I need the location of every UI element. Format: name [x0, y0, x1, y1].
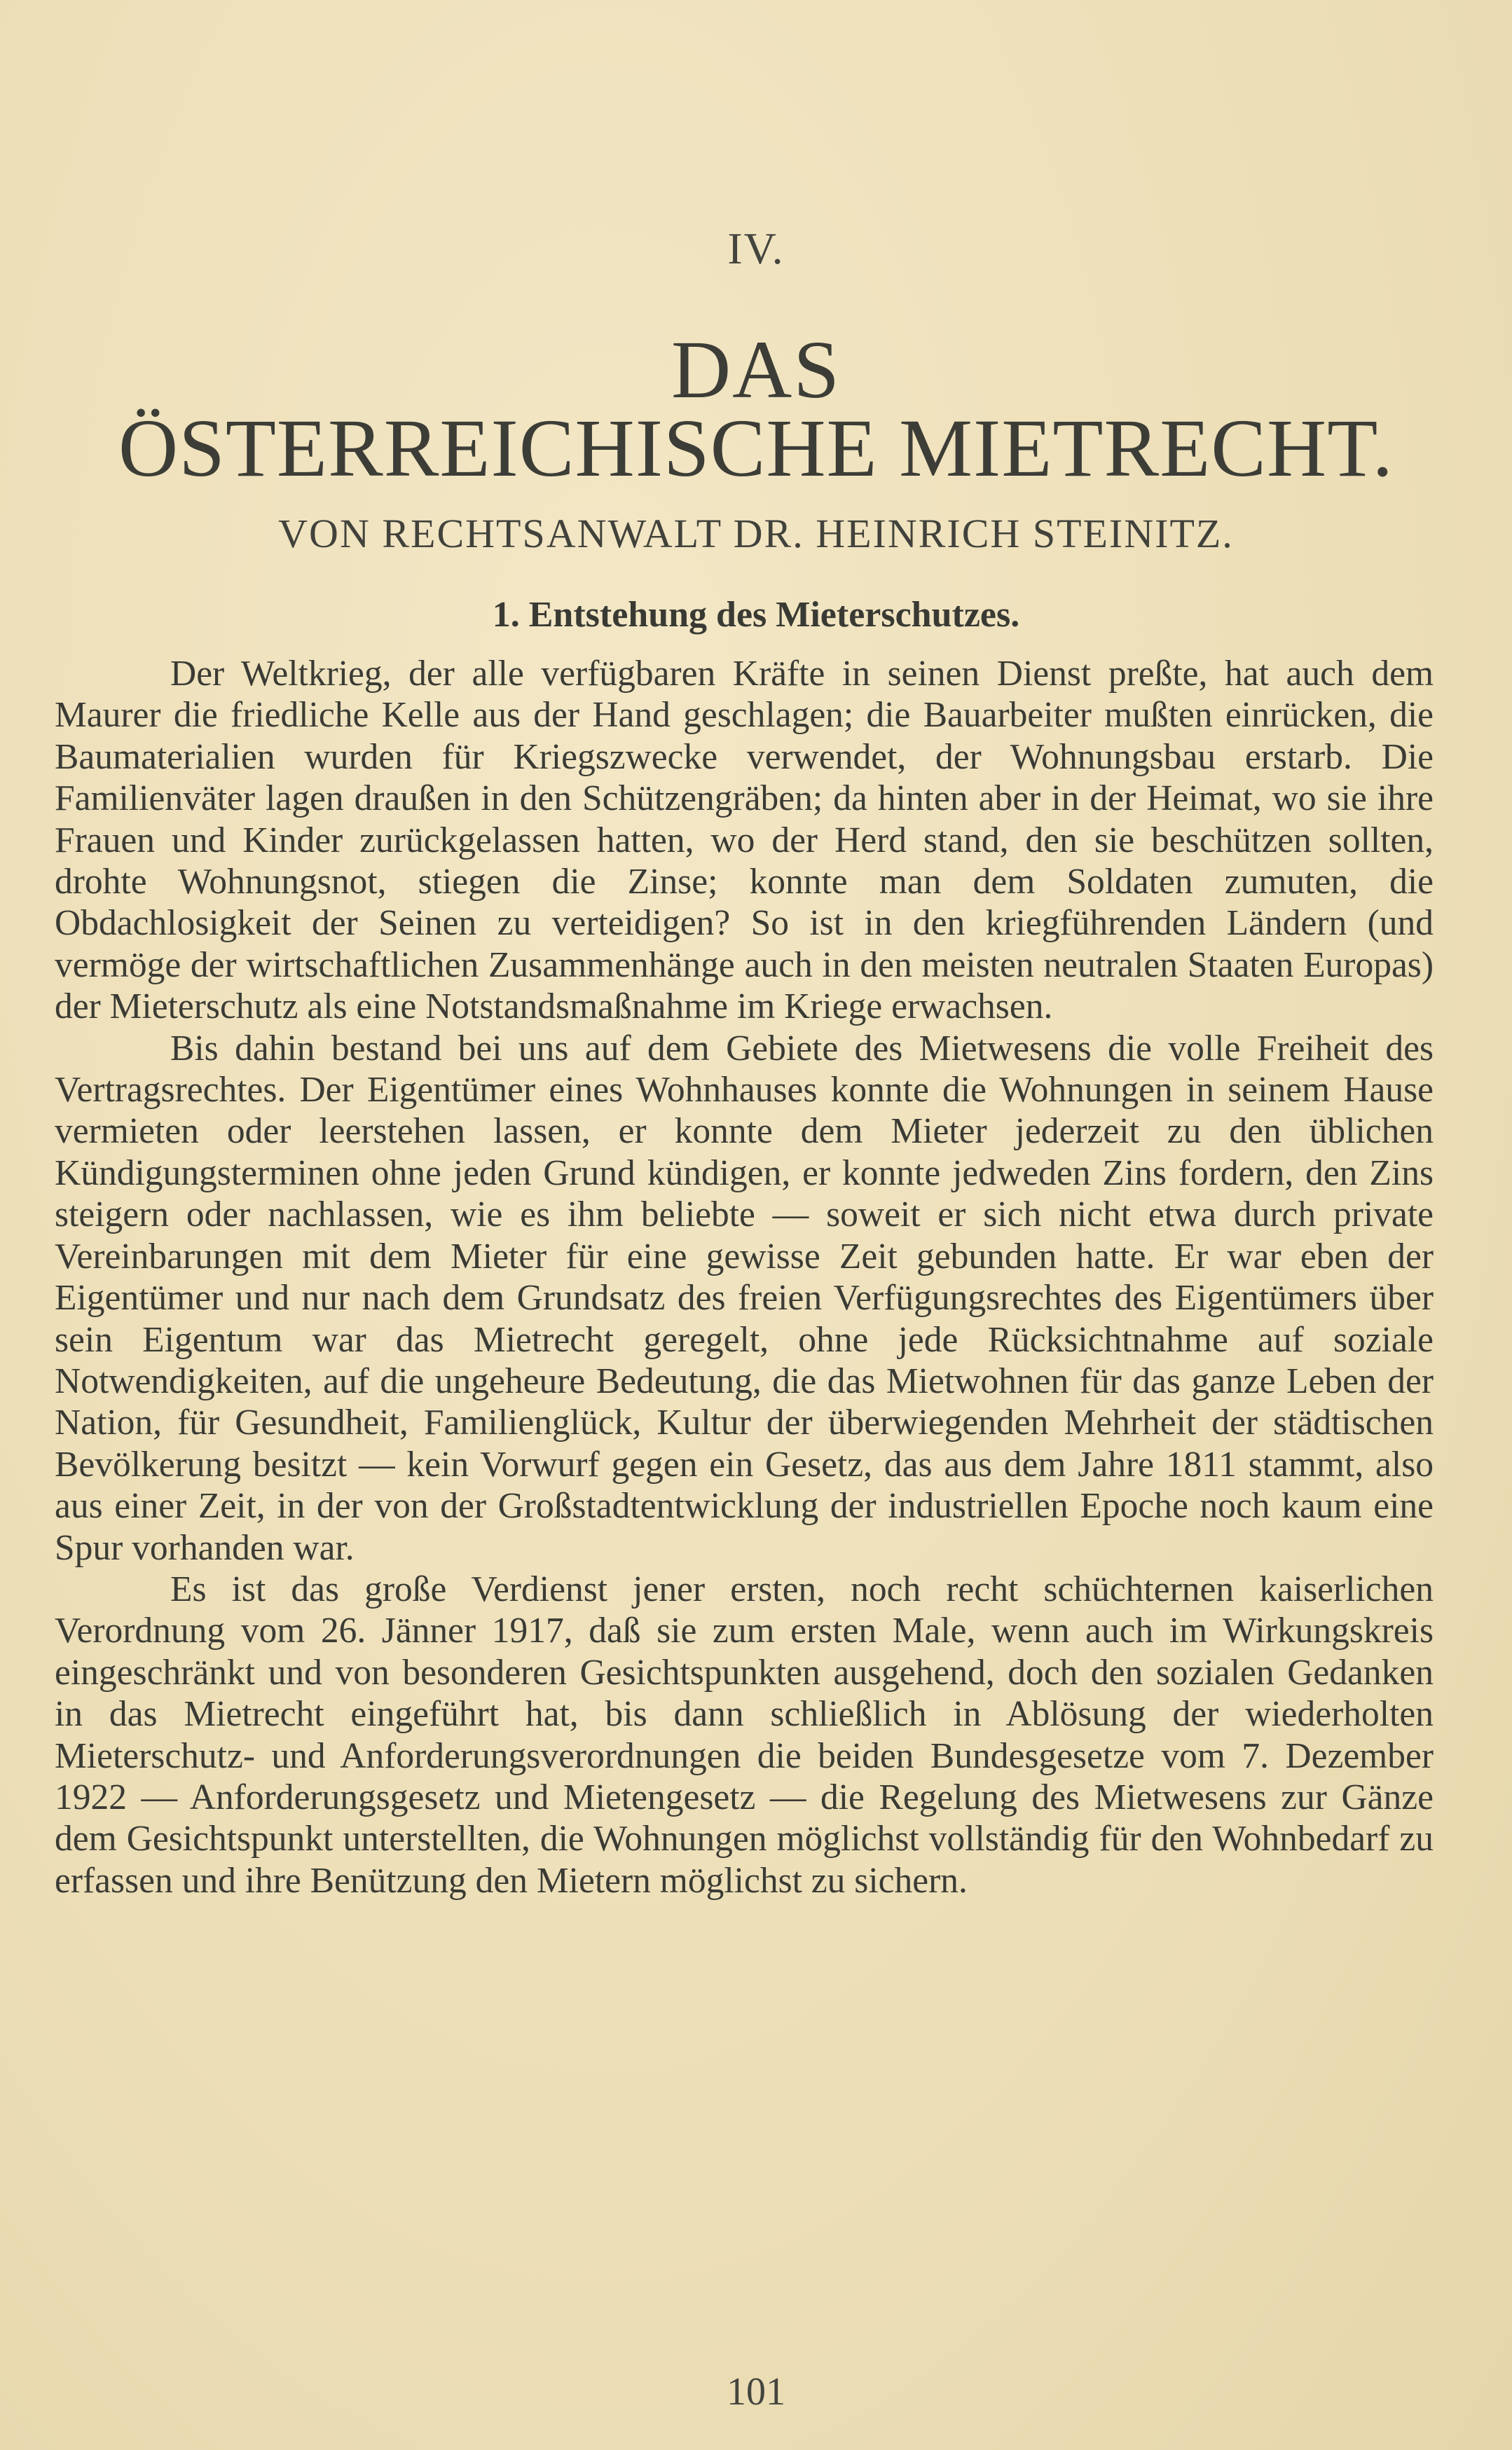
paragraph-3: Es ist das große Verdienst jener ersten, noch recht schüchternen kaiserlichen Verordnung vom 26. Jänner 1917, daß sie zum ersten Male, wenn auch im Wirkungskreis eingeschränkt und von besonderen Gesichtspunkten ausgehend, doch den sozialen Gedanken in das Mietrecht eingeführt hat, bis dann schließlich in Ablösung der wiederholten Mieterschutz- und Anforderungsverordnungen die beiden Bundesgesetze vom 7. Dezember 1922 — Anforderungsgesetz und Mietengesetz — die Regelung des Mietwesens zur Gänze dem Gesichtspunkt unterstellten, die Wohnungen möglichst vollständig für den Wohnbedarf zu erfassen und ihre Benützung den Mietern möglichst zu sichern.	[55, 1569, 1434, 1901]
paragraph-2: Bis dahin bestand bei uns auf dem Gebiete des Mietwesens die volle Freiheit des Vertragsrechtes. Der Eigentümer eines Wohnhauses konnte die Wohnungen in seinem Hause vermieten oder leerstehen lassen, er konnte dem Mieter jederzeit zu den üblichen Kündigungsterminen ohne jeden Grund kündigen, er konnte jedweden Zins fordern, den Zins steigern oder nachlassen, wie es ihm beliebte — soweit er sich nicht etwa durch private Vereinbarungen mit dem Mieter für eine gewisse Zeit gebunden hatte. Er war eben der Eigentümer und nur nach dem Grundsatz des freien Verfügungsrechtes des Eigentümers über sein Eigentum war das Mietrecht geregelt, ohne jede Rücksichtnahme auf soziale Notwendigkeiten, auf die ungeheure Bedeutung, die das Mietwohnen für das ganze Leben der Nation, für Gesundheit, Familienglück, Kultur der überwiegenden Mehrheit der städtischen Bevölkerung besitzt — kein Vorwurf gegen ein Gesetz, das aus dem Jahre 1811 stammt, also aus einer Zeit, in der von der Großstadtentwicklung der industriellen Epoche noch kaum eine Spur vorhanden war.	[55, 1028, 1434, 1568]
page-number: 101	[727, 2370, 785, 2414]
chapter-number: IV.	[727, 223, 785, 273]
body-text	[55, 653, 1434, 1901]
author-line: VON RECHTSANWALT DR. HEINRICH STEINITZ.	[278, 511, 1234, 556]
chapter-title-line-1: DAS	[671, 324, 841, 415]
section-heading: 1. Entstehung des Mieterschutzes.	[492, 595, 1020, 635]
chapter-title-line-2: ÖSTERREICHISCHE MIETRECHT.	[118, 402, 1394, 494]
paragraph-1: Der Weltkrieg, der alle verfügbaren Kräfte in seinen Dienst preßte, hat auch dem Maurer die friedliche Kelle aus der Hand geschlagen; die Bauarbeiter mußten einrücken, die Baumaterialien wurden für Kriegszwecke verwendet, der Wohnungsbau erstarb. Die Familienväter lagen draußen in den Schützengräben; da hinten aber in der Heimat, wo sie ihre Frauen und Kinder zurückgelassen hatten, wo der Herd stand, den sie beschützen sollten, drohte Wohnungsnot, stiegen die Zinse; konnte man dem Soldaten zumuten, die Obdachlosigkeit der Seinen zu verteidigen? So ist in den kriegführenden Ländern (und vermöge der wirtschaftlichen Zusammenhänge auch in den meisten neutralen Staaten Europas) der Mieterschutz als eine Notstandsmaßnahme im Kriege erwachsen.	[55, 654, 1434, 1027]
